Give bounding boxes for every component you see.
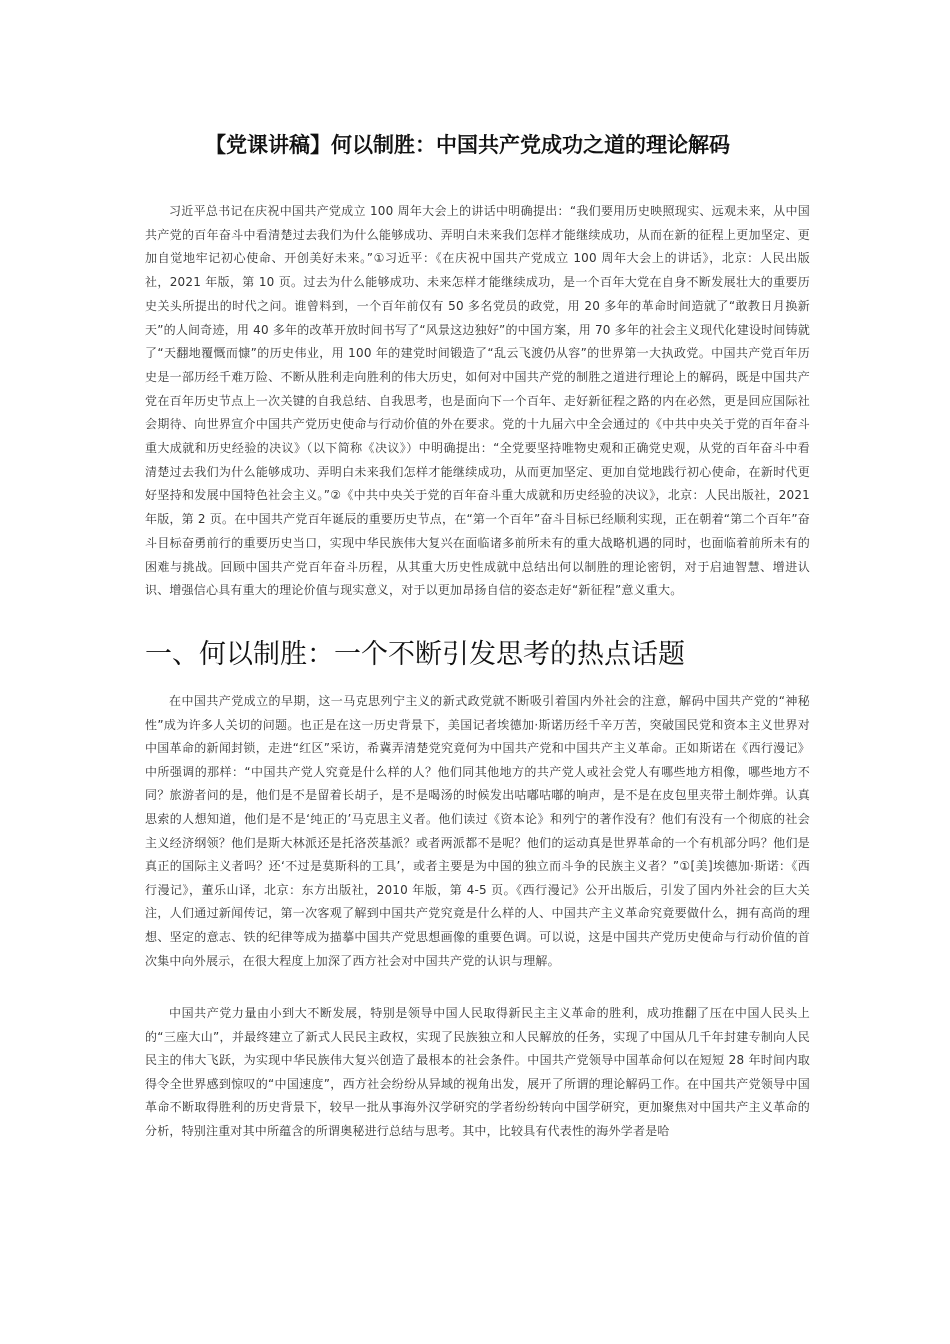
section-paragraph-2: 中国共产党力量由小到大不断发展，特别是领导中国人民取得新民主主义革命的胜利，成功推翻了压在中国人民头上的“三座大山”，并最终建立了新式人民民主政权，实现了民族独立和人民解放的任务，实现了中国从几千年封建专制向人民民主的伟大飞跃，为实现中华民族伟大复兴创造了最根本的社会条件。中国共产党领导中国革命何以在短短 28 年时间内取得令全世界感到惊叹的“中国速度”，西方社会纷纷从异域的视角出发，展开了所谓的理论解码工作。在中国共产党领导中国革命不断取得胜利的历史背景下，较早一批从事海外汉学研究的学者纷纷转向中国学研究，更加聚焦对中国共产主义革命的分析，特别注重对其中所蕴含的所谓奥秘进行总结与思考。其中，比较具有代表性的海外学者是哈 [145, 1006, 810, 1138]
section-heading: 一、何以制胜：一个不断引发思考的热点话题 [145, 639, 685, 670]
section-paragraph-1: 在中国共产党成立的早期，这一马克思列宁主义的新式政党就不断吸引着国内外社会的注意，解码中国共产党的“神秘性”成为许多人关切的问题。也正是在这一历史背景下，美国记者埃德加·斯诺历经千辛万苦，突破国民党和资本主义世界对中国革命的新闻封锁，走进“红区”采访，希冀弄清楚党究竟何为中国共产党和中国共产主义革命。正如斯诺在《西行漫记》中所强调的那样：“中国共产党人究竟是什么样的人？他们同其他地方的共产党人或社会党人有哪些地方相像，哪些地方不同？旅游者问的是，他们是不是留着长胡子，是不是喝汤的时候发出咕嘟咕嘟的响声，是不是在皮包里夹带土制炸弹。认真思索的人想知道，他们是不是‘纯正的’马克思主义者。他们读过《资本论》和列宁的著作没有？他们有没有一个彻底的社会主义经济纲领？他们是斯大林派还是托洛茨基派？或者两派都不是呢？他们的运动真是世界革命的一个有机部分吗？他们是真正的国际主义者吗？还‘不过是莫斯科的工具’，或者主要是为中国的独立而斗争的民族主义者？”①[美]埃德加·斯诺：《西行漫记》，董乐山译，北京：东方出版社，2010 年版，第 4-5 页。《西行漫记》公开出版后，引发了国内外社会的巨大关注，人们通过新闻传记，第一次客观了解到中国共产党究竟是什么样的人、中国共产主义革命究竟要做什么，拥有高尚的理想、坚定的意志、铁的纪律等成为描摹中国共产党思想画像的重要色调。可以说，这是中国共产党历史使命与行动价值的首次集中向外展示，在很大程度上加深了西方社会对中国共产党的认识与理解。 [145, 694, 810, 968]
intro-paragraph: 习近平总书记在庆祝中国共产党成立 100 周年大会上的讲话中明确提出：“我们要用历史映照现实、远观未来，从中国共产党的百年奋斗中看清楚过去我们为什么能够成功、弄明白未来我们怎样才能继续成功，从而在新的征程上更加坚定、更加自觉地牢记初心使命、开创美好未来。”①习近平：《在庆祝中国共产党成立 100 周年大会上的讲话》，北京：人民出版社，2021 年版，第 10 页。过去为什么能够成功、未来怎样才能继续成功，是一个百年大党在自身不断发展壮大的重要历史关头所提出的时代之问。谁曾料到，一个百年前仅有 50 多名党员的政党，用 20 多年的革命时间造就了“敢教日月换新天”的人间奇迹，用 40 多年的改革开放时间书写了“风景这边独好”的中国方案，用 70 多年的社会主义现代化建设时间铸就了“天翻地覆慨而慷”的历史伟业，用 100 年的建党时间锻造了“乱云飞渡仍从容”的世界第一大执政党。中国共产党百年历史是一部历经千难万险、不断从胜利走向胜利的伟大历史，如何对中国共产党的制胜之道进行理论上的解码，既是中国共产党在百年历史节点上一次关键的自我总结、自我思考，也是面向下一个百年、走好新征程之路的内在必然，更是回应国际社会期待、向世界宣介中国共产党历史使命与行动价值的外在要求。党的十九届六中全会通过的《中共中央关于党的百年奋斗重大成就和历史经验的决议》（以下简称《决议》）中明确提出：“全党要坚持唯物史观和正确党史观，从党的百年奋斗中看清楚过去我们为什么能够成功、弄明白未来我们怎样才能继续成功，从而更加坚定、更加自觉地践行初心使命，在新时代更好坚持和发展中国特色社会主义。”②《中共中央关于党的百年奋斗重大成就和历史经验的决议》，北京：人民出版社，2021 年版，第 2 页。在中国共产党百年诞辰的重要历史节点，在“第一个百年”奋斗目标已经顺利实现，正在朝着“第二个百年”奋斗目标奋勇前行的重要历史当口，实现中华民族伟大复兴在面临诸多前所未有的重大战略机遇的同时，也面临着前所未有的困难与挑战。回顾中国共产党百年奋斗历程，从其重大历史性成就中总结出何以制胜的理论密钥，对于启迪智慧、增进认识、增强信心具有重大的理论价值与现实意义，对于以更加昂扬自信的姿态走好“新征程”意义重大。 [145, 204, 810, 598]
document-title: 【党课讲稿】何以制胜：中国共产党成功之道的理论解码 [205, 133, 730, 157]
